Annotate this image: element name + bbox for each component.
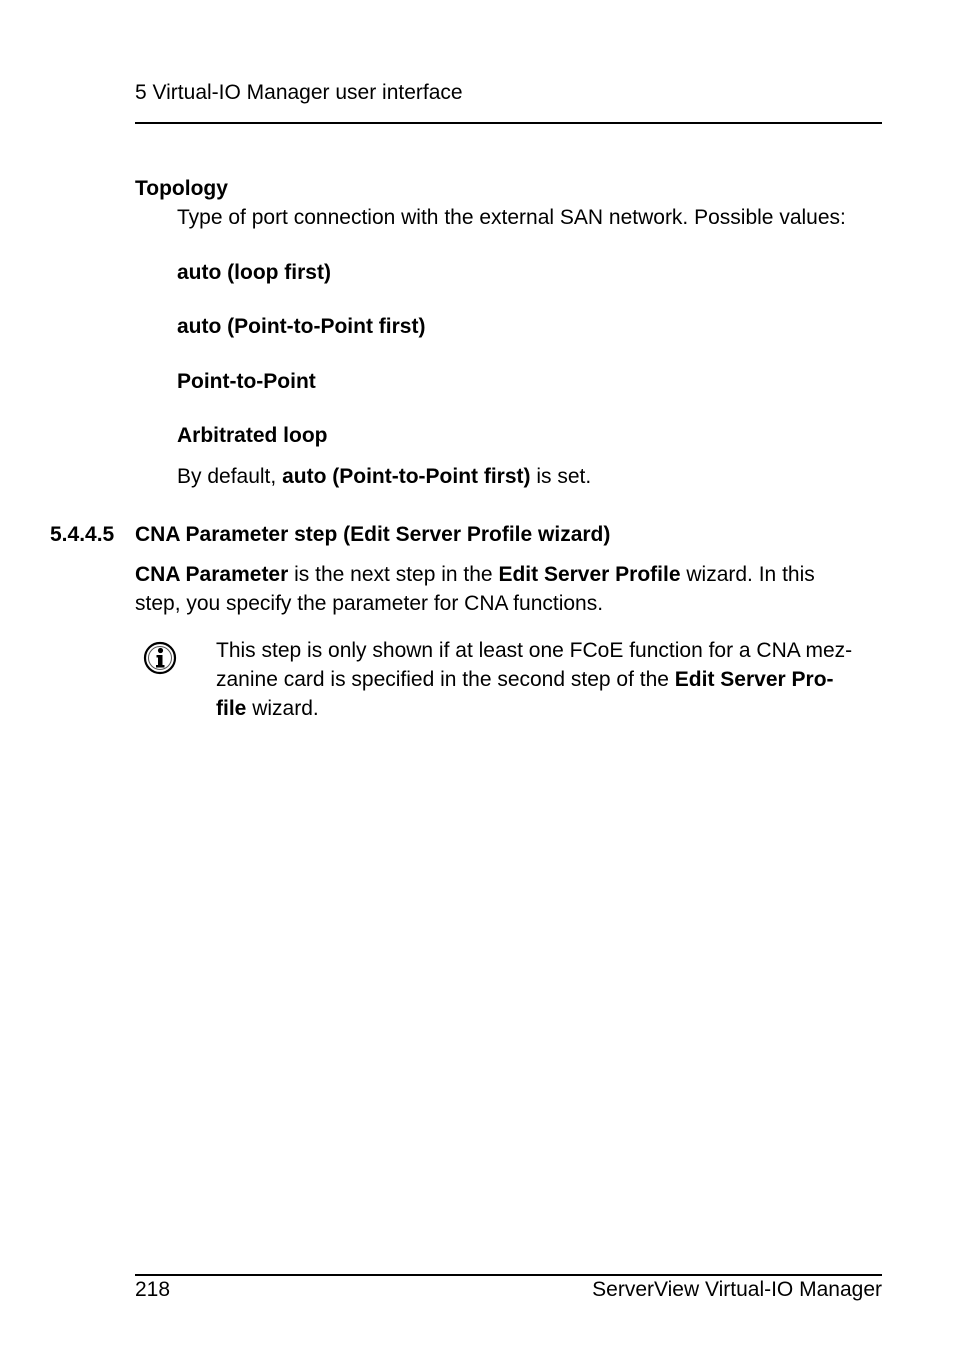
paragraph-text: is the next step in the [294,563,493,586]
topology-description: Type of port connection with the external SAN network. Possible values: [177,206,846,229]
section-title: CNA Parameter step (Edit Server Profile wizard) [135,523,611,546]
footer-product: ServerView Virtual-IO Manager [592,1278,882,1301]
section-paragraph-line-1 [135,560,815,589]
header-rule [135,122,882,124]
topology-value: auto (Point-to-Point first) [177,315,426,338]
note-line-2 [216,665,834,694]
note-bold: file [216,697,247,720]
note-text: zanine card is specified in the second step of the [216,668,669,691]
topology-term: Topology [135,177,228,200]
info-icon [142,640,178,676]
section-number: 5.4.4.5 [50,523,115,546]
topology-default [177,462,591,491]
note-text: wizard. [252,697,319,720]
note-line-1: This step is only shown if at least one FCoE function for a CNA mez- [216,639,853,662]
section-paragraph-line-2: step, you specify the parameter for CNA functions. [135,592,604,615]
default-prefix: By default, [177,465,277,488]
default-value: auto (Point-to-Point first) [282,465,531,488]
page-number: 218 [135,1278,171,1301]
topology-value: Point-to-Point [177,370,316,393]
topology-value: Arbitrated loop [177,424,328,447]
default-suffix: is set. [536,465,592,488]
edit-server-profile-term: Edit Server Profile [498,563,681,586]
note-bold: Edit Server Pro- [674,668,834,691]
topology-value: auto (loop first) [177,261,331,284]
cna-parameter-term: CNA Parameter [135,563,289,586]
paragraph-text: wizard. In this [686,563,815,586]
running-header: 5 Virtual-IO Manager user interface [135,81,463,104]
note-line-3 [216,694,319,723]
